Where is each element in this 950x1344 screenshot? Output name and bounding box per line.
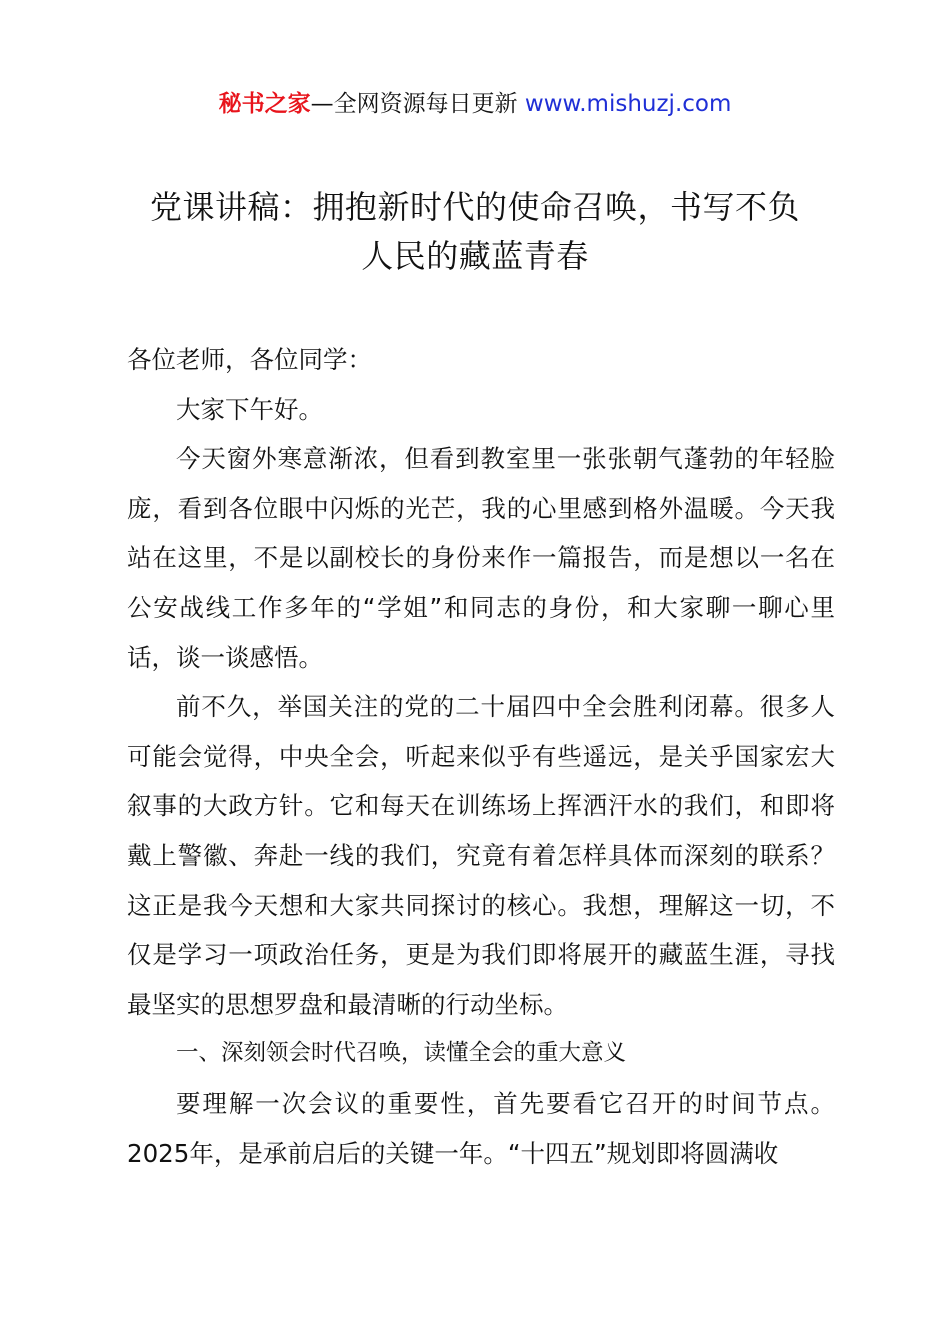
- paragraph-section-1: 要理解一次会议的重要性，首先要看它召开的时间节点。2025年，是承前启后的关键一年。“十四五”规划即将圆满收: [127, 1088, 835, 1168]
- document-body: [127, 335, 835, 1178]
- header-tagline: —全网资源每日更新: [310, 91, 525, 117]
- site-url-link[interactable]: www.mishuzj.com: [524, 91, 732, 117]
- paragraph-greeting: 大家下午好。: [176, 394, 323, 424]
- section-heading: 一、深刻领会时代召唤，读懂全会的重大意义: [176, 1040, 627, 1067]
- paragraph-opening: 今天窗外寒意渐浓，但看到教室里一张张朝气蓬勃的年轻脸庞，看到各位眼中闪烁的光芒，我的心里感到格外温暖。今天我站在这里，不是以副校长的身份来作一篇报告，而是想以一名在公安战线工作多年的“学姐”和同志的身份，和大家聊一聊心里话，谈一谈感悟。: [127, 444, 835, 672]
- title-line-1: 党课讲稿：拥抱新时代的使命召唤，书写不负: [149, 188, 800, 226]
- paragraph-context: 前不久，举国关注的党的二十届四中全会胜利闭幕。很多人可能会觉得，中央全会，听起来似乎有些遥远，是关乎国家宏大叙事的大政方针。它和每天在训练场上挥洒汗水的我们，和即将戴上警徽、奔赴一线的我们，究竟有着怎样具体而深刻的联系？这正是我今天想和大家共同探讨的核心。我想，理解这一切，不仅是学习一项政治任务，更是为我们即将展开的藏蓝生涯，寻找最坚实的思想罗盘和最清晰的行动坐标。: [127, 692, 835, 1019]
- salutation: 各位老师，各位同学：: [127, 345, 372, 374]
- site-header: [0, 88, 950, 120]
- document-title: [100, 183, 850, 281]
- title-line-2: 人民的藏蓝青春: [361, 237, 589, 275]
- brand-name: 秘书之家: [218, 91, 311, 117]
